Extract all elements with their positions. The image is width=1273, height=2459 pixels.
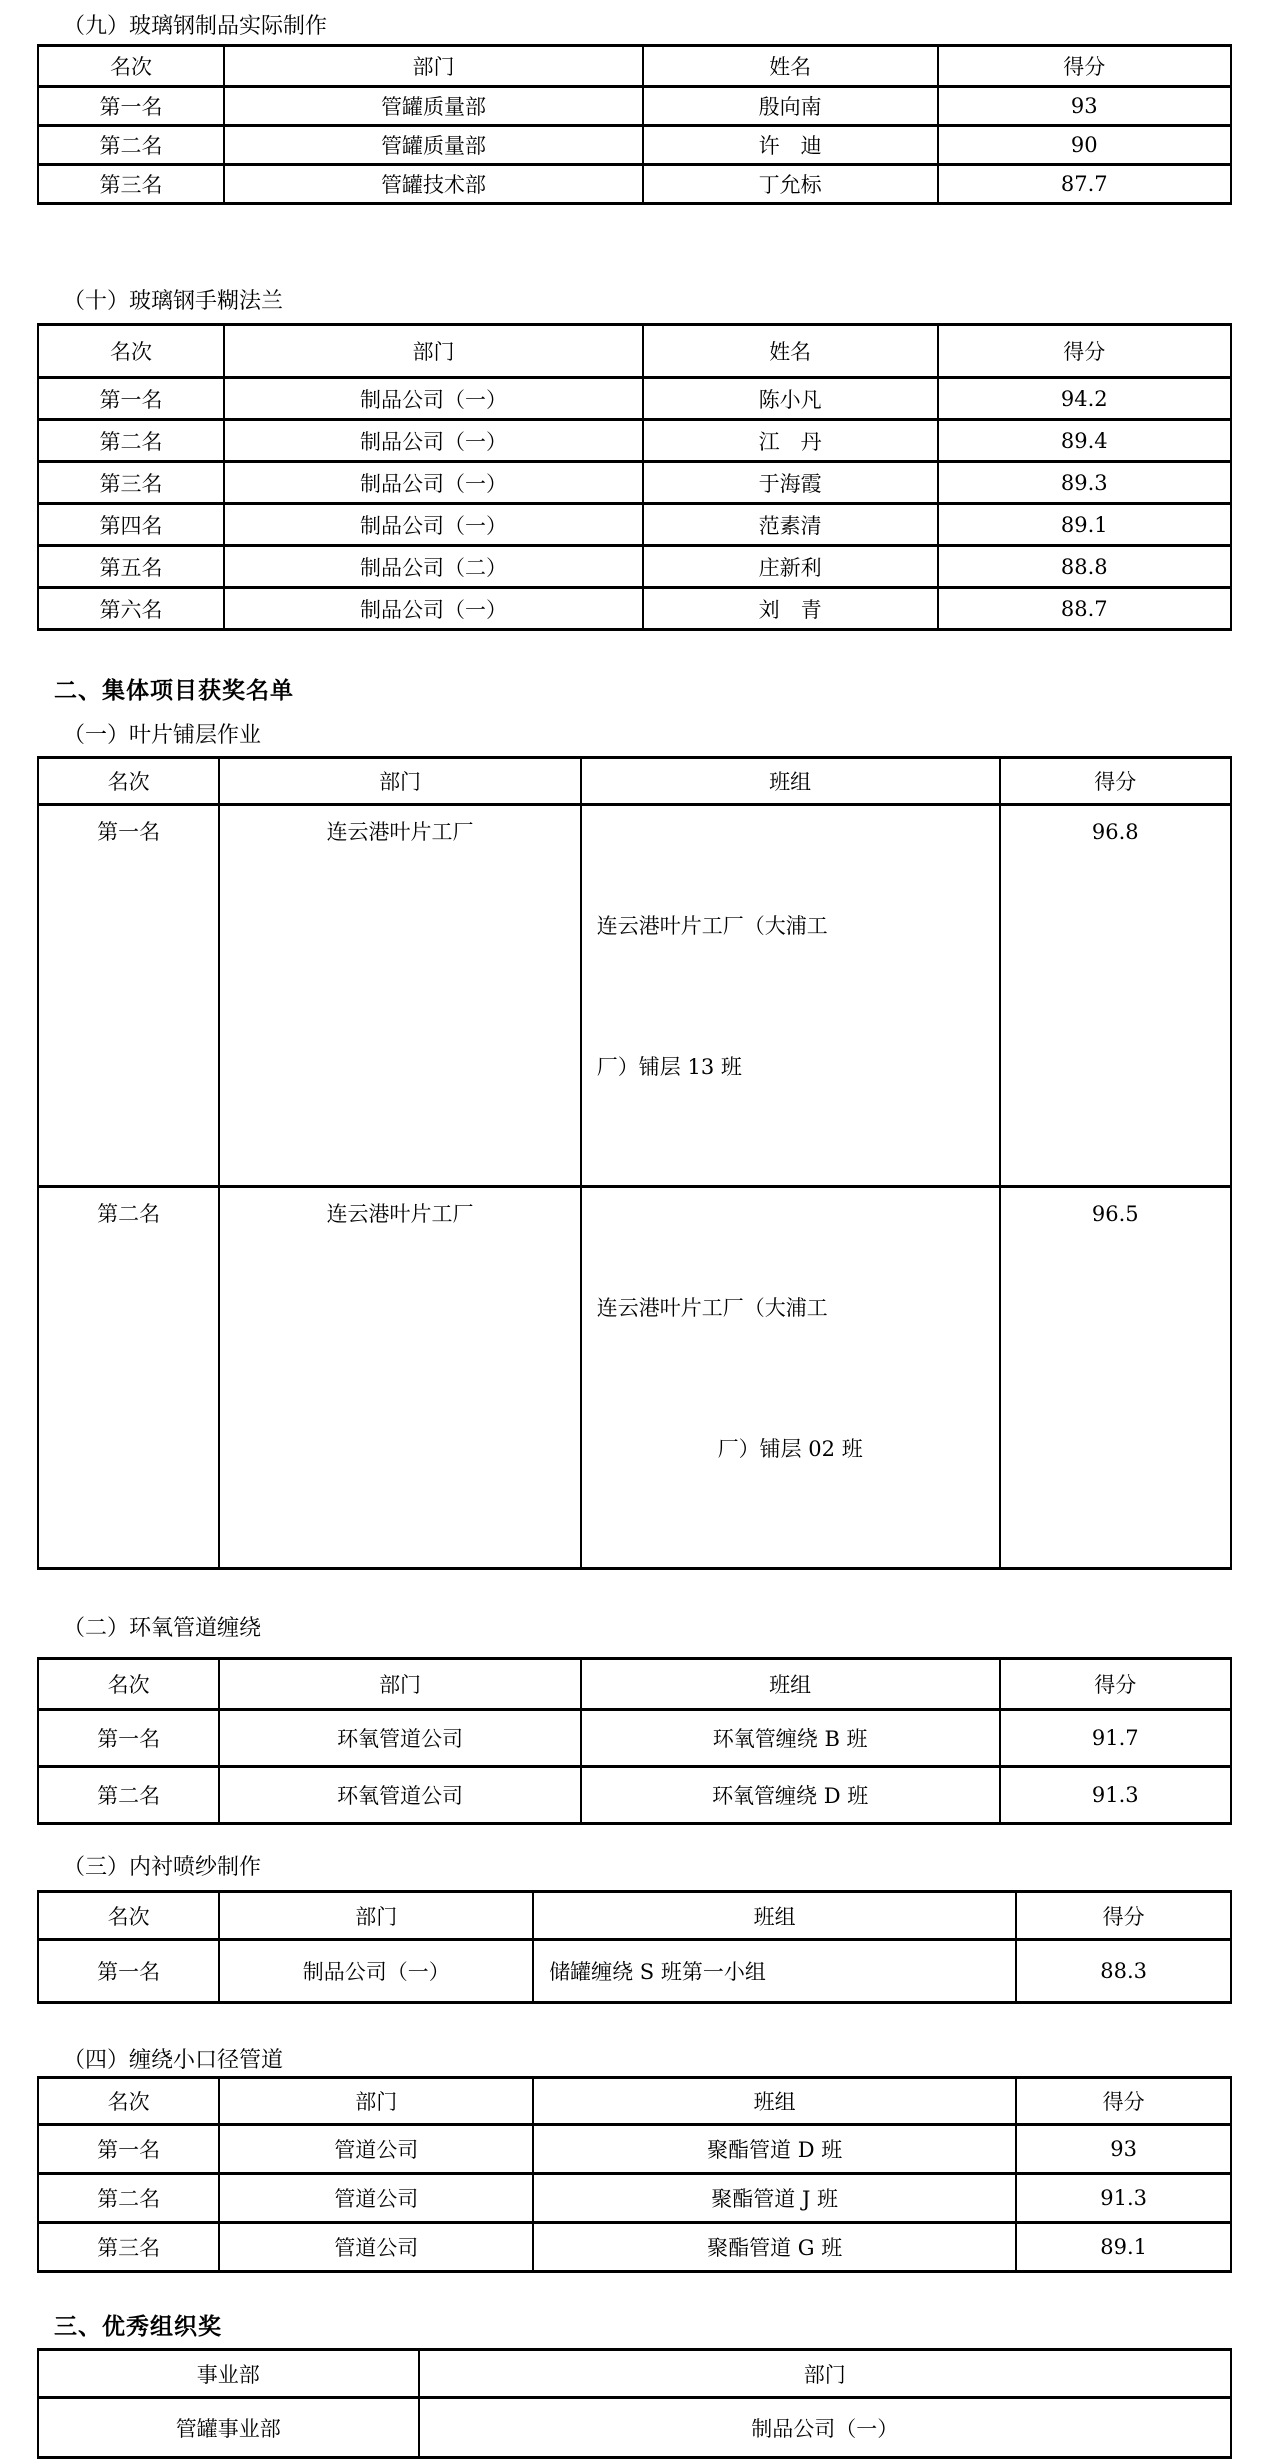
table-frp-product-making bbox=[37, 44, 1232, 205]
table-row bbox=[38, 2174, 1231, 2223]
header-cell-rank: 名次 bbox=[38, 758, 219, 805]
table-row bbox=[38, 1187, 1231, 1569]
cell-dept: 管道公司 bbox=[219, 2223, 533, 2272]
section-title-c4: （四）缠绕小口径管道 bbox=[63, 2048, 284, 2073]
cell-rank: 第一名 bbox=[38, 1940, 219, 2003]
cell-score: 93 bbox=[1016, 2125, 1231, 2174]
cell-name: 丁允标 bbox=[643, 165, 938, 204]
table-row bbox=[38, 87, 1231, 126]
table-epoxy-pipe-winding bbox=[37, 1657, 1232, 1825]
cell-rank: 第六名 bbox=[38, 588, 224, 630]
header-cell-group: 班组 bbox=[581, 1659, 1000, 1710]
cell-score: 87.7 bbox=[938, 165, 1232, 204]
cell-dept: 制品公司（二） bbox=[224, 546, 643, 588]
table-frp-hand-layup-flange bbox=[37, 323, 1232, 631]
table-header-row bbox=[38, 1892, 1231, 1940]
header-cell-rank: 名次 bbox=[38, 46, 224, 87]
header-cell-dept: 部门 bbox=[219, 1892, 533, 1940]
table-row bbox=[38, 2398, 1231, 2458]
header-cell-dept: 部门 bbox=[219, 1659, 580, 1710]
cell-dept: 环氧管道公司 bbox=[219, 1710, 580, 1767]
cell-dept: 制品公司（一） bbox=[219, 1940, 533, 2003]
cell-rank: 第四名 bbox=[38, 504, 224, 546]
cell-dept: 制品公司（一） bbox=[224, 462, 643, 504]
header-cell-dept: 部门 bbox=[224, 325, 643, 378]
cell-name: 刘 青 bbox=[643, 588, 938, 630]
cell-dept: 制品公司（一） bbox=[224, 504, 643, 546]
cell-dept: 制品公司（一） bbox=[224, 378, 643, 420]
cell-name: 庄新利 bbox=[643, 546, 938, 588]
cell-group: 环氧管缠绕 B 班 bbox=[581, 1710, 1000, 1767]
cell-score: 89.1 bbox=[1016, 2223, 1231, 2272]
group-line-2: 厂）铺层 13 班 bbox=[596, 1055, 742, 1079]
section-title-c2: （二）环氧管道缠绕 bbox=[63, 1616, 262, 1641]
header-cell-dept: 部门 bbox=[224, 46, 643, 87]
cell-rank: 第一名 bbox=[38, 87, 224, 126]
cell-dept: 连云港叶片工厂 bbox=[219, 1187, 580, 1569]
header-cell-division: 事业部 bbox=[38, 2350, 419, 2398]
cell-name: 江 丹 bbox=[643, 420, 938, 462]
cell-score: 96.8 bbox=[1000, 805, 1231, 1187]
cell-dept: 环氧管道公司 bbox=[219, 1767, 580, 1824]
table-liner-spray bbox=[37, 1890, 1232, 2004]
cell-rank: 第二名 bbox=[38, 1767, 219, 1824]
cell-group: 环氧管缠绕 D 班 bbox=[581, 1767, 1000, 1824]
table-header-row bbox=[38, 2350, 1231, 2398]
table-blade-layup bbox=[37, 756, 1232, 1570]
header-cell-rank: 名次 bbox=[38, 325, 224, 378]
cell-rank: 第二名 bbox=[38, 1187, 219, 1569]
cell-rank: 第二名 bbox=[38, 126, 224, 165]
cell-score: 88.3 bbox=[1016, 1940, 1231, 2003]
header-cell-score: 得分 bbox=[1016, 2078, 1231, 2125]
group-line-1: 连云港叶片工厂（大浦工 bbox=[596, 1296, 828, 1320]
cell-name: 陈小凡 bbox=[643, 378, 938, 420]
group-line-1: 连云港叶片工厂（大浦工 bbox=[596, 914, 828, 938]
header-cell-group: 班组 bbox=[581, 758, 1000, 805]
table-row bbox=[38, 1710, 1231, 1767]
table-header-row bbox=[38, 2078, 1231, 2125]
table-row bbox=[38, 588, 1231, 630]
cell-score: 94.2 bbox=[938, 378, 1232, 420]
cell-name: 范素清 bbox=[643, 504, 938, 546]
header-cell-dept: 部门 bbox=[419, 2350, 1231, 2398]
cell-score: 88.7 bbox=[938, 588, 1232, 630]
cell-dept: 管道公司 bbox=[219, 2174, 533, 2223]
header-cell-score: 得分 bbox=[1016, 1892, 1231, 1940]
cell-name: 许 迪 bbox=[643, 126, 938, 165]
document-page bbox=[0, 12, 1273, 2441]
section-title-9: （九）玻璃钢制品实际制作 bbox=[63, 14, 328, 39]
heading-group-awards: 二、集体项目获奖名单 bbox=[54, 678, 294, 704]
cell-rank: 第二名 bbox=[38, 420, 224, 462]
section-title-c3: （三）内衬喷纱制作 bbox=[63, 1855, 262, 1880]
table-row bbox=[38, 420, 1231, 462]
cell-group: 聚酯管道 D 班 bbox=[533, 2125, 1016, 2174]
table-row bbox=[38, 1940, 1231, 2003]
group-line-2: 厂）铺层 02 班 bbox=[717, 1437, 863, 1461]
cell-score: 91.3 bbox=[1000, 1767, 1231, 1824]
cell-score: 89.4 bbox=[938, 420, 1232, 462]
header-cell-score: 得分 bbox=[1000, 758, 1231, 805]
cell-score: 96.5 bbox=[1000, 1187, 1231, 1569]
header-cell-group: 班组 bbox=[533, 2078, 1016, 2125]
cell-rank: 第一名 bbox=[38, 805, 219, 1187]
header-cell-score: 得分 bbox=[938, 46, 1232, 87]
cell-score: 91.3 bbox=[1016, 2174, 1231, 2223]
header-cell-dept: 部门 bbox=[219, 2078, 533, 2125]
cell-rank: 第三名 bbox=[38, 165, 224, 204]
cell-group: 储罐缠绕 S 班第一小组 bbox=[533, 1940, 1016, 2003]
table-row bbox=[38, 504, 1231, 546]
cell-rank: 第一名 bbox=[38, 2125, 219, 2174]
table-row bbox=[38, 546, 1231, 588]
table-row bbox=[38, 2223, 1231, 2272]
header-cell-dept: 部门 bbox=[219, 758, 580, 805]
cell-group: 聚酯管道 G 班 bbox=[533, 2223, 1016, 2272]
header-cell-rank: 名次 bbox=[38, 1892, 219, 1940]
cell-score: 89.1 bbox=[938, 504, 1232, 546]
cell-group bbox=[581, 1187, 1000, 1569]
header-cell-group: 班组 bbox=[533, 1892, 1016, 1940]
header-cell-rank: 名次 bbox=[38, 2078, 219, 2125]
cell-dept: 连云港叶片工厂 bbox=[219, 805, 580, 1187]
cell-dept: 管罐技术部 bbox=[224, 165, 643, 204]
cell-division: 管罐事业部 bbox=[38, 2398, 419, 2458]
cell-dept: 管道公司 bbox=[219, 2125, 533, 2174]
table-row bbox=[38, 2125, 1231, 2174]
cell-rank: 第三名 bbox=[38, 462, 224, 504]
cell-group: 聚酯管道 J 班 bbox=[533, 2174, 1016, 2223]
cell-rank: 第三名 bbox=[38, 2223, 219, 2272]
table-row bbox=[38, 165, 1231, 204]
cell-score: 89.3 bbox=[938, 462, 1232, 504]
cell-score: 88.8 bbox=[938, 546, 1232, 588]
header-cell-score: 得分 bbox=[1000, 1659, 1231, 1710]
header-cell-name: 姓名 bbox=[643, 46, 938, 87]
table-row bbox=[38, 126, 1231, 165]
table-header-row bbox=[38, 758, 1231, 805]
cell-score: 90 bbox=[938, 126, 1232, 165]
cell-rank: 第五名 bbox=[38, 546, 224, 588]
header-cell-rank: 名次 bbox=[38, 1659, 219, 1710]
cell-dept: 制品公司（一） bbox=[419, 2398, 1231, 2458]
header-cell-score: 得分 bbox=[938, 325, 1232, 378]
table-header-row bbox=[38, 46, 1231, 87]
cell-dept: 制品公司（一） bbox=[224, 420, 643, 462]
cell-group bbox=[581, 805, 1000, 1187]
table-header-row bbox=[38, 1659, 1231, 1710]
cell-name: 于海霞 bbox=[643, 462, 938, 504]
table-organization-award bbox=[37, 2348, 1232, 2459]
cell-rank: 第二名 bbox=[38, 2174, 219, 2223]
cell-dept: 制品公司（一） bbox=[224, 588, 643, 630]
cell-dept: 管罐质量部 bbox=[224, 126, 643, 165]
heading-organization-award: 三、优秀组织奖 bbox=[54, 2314, 222, 2340]
cell-name: 殷向南 bbox=[643, 87, 938, 126]
cell-rank: 第一名 bbox=[38, 378, 224, 420]
cell-rank: 第一名 bbox=[38, 1710, 219, 1767]
table-small-diameter-pipe-winding bbox=[37, 2076, 1232, 2273]
table-header-row bbox=[38, 325, 1231, 378]
table-row bbox=[38, 805, 1231, 1187]
section-title-c1: （一）叶片铺层作业 bbox=[63, 723, 262, 748]
cell-dept: 管罐质量部 bbox=[224, 87, 643, 126]
table-row bbox=[38, 1767, 1231, 1824]
header-cell-name: 姓名 bbox=[643, 325, 938, 378]
cell-score: 91.7 bbox=[1000, 1710, 1231, 1767]
cell-score: 93 bbox=[938, 87, 1232, 126]
table-row bbox=[38, 462, 1231, 504]
section-title-10: （十）玻璃钢手糊法兰 bbox=[63, 289, 284, 314]
table-row bbox=[38, 378, 1231, 420]
